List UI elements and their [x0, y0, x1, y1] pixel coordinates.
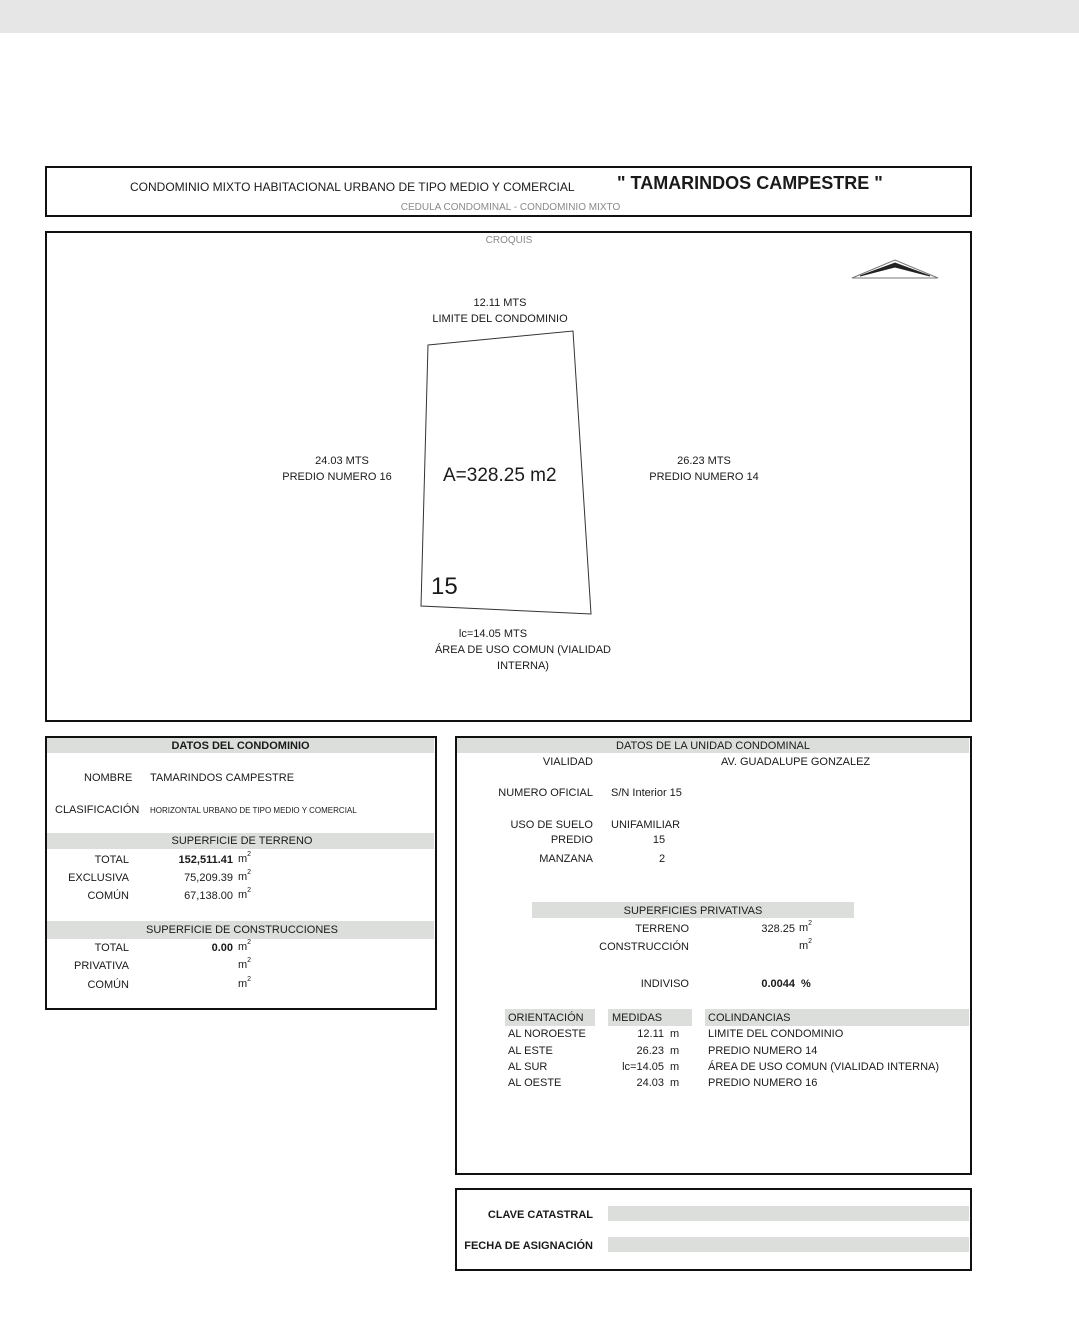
vialidad-label: VIALIDAD [542, 756, 593, 768]
comun-unit: $m^2$ [238, 887, 252, 901]
east-boundary: PREDIO NUMERO 14 [649, 471, 759, 483]
terreno-label: TERRENO [635, 923, 689, 935]
construccion-unit: $m^2$ [799, 938, 813, 952]
south-boundary-2: INTERNA) [497, 660, 549, 672]
row-unit: m [670, 1028, 680, 1040]
terreno-value: 328.25 [761, 923, 795, 935]
row-unit: m [670, 1077, 680, 1089]
c-privativa-label: PRIVATIVA [73, 960, 129, 972]
predio-label: PREDIO [550, 834, 593, 846]
indiviso-label: INDIVISO [640, 978, 689, 990]
exclusiva-value: 75,209.39 [184, 872, 233, 884]
total-unit: $m^2$ [238, 851, 252, 865]
c-total-value: 0.00 [211, 942, 233, 954]
row-colindancia: LIMITE DEL CONDOMINIO [708, 1028, 844, 1040]
c-total-label: TOTAL [94, 942, 129, 954]
clasificacion-value: HORIZONTAL URBANO DE TIPO MEDIO Y COMERCIAL [150, 806, 357, 815]
row-colindancia: PREDIO NUMERO 16 [708, 1077, 818, 1089]
lot-number: 15 [431, 573, 458, 600]
header-box [45, 166, 972, 217]
exclusiva-unit: $m^2$ [238, 869, 252, 883]
row-orientation: AL ESTE [508, 1045, 553, 1057]
row-unit: m [670, 1061, 680, 1073]
comun-value: 67,138.00 [184, 890, 233, 902]
west-boundary: PREDIO NUMERO 16 [282, 471, 392, 483]
row-medida: lc=14.05 [622, 1061, 664, 1073]
croquis-box [45, 231, 972, 722]
row-medida: 24.03 [636, 1077, 664, 1089]
south-measure: lc=14.05 MTS [458, 628, 528, 640]
numero-label: NUMERO OFICIAL [498, 787, 593, 799]
privativas-title: SUPERFICIES PRIVATIVAS [623, 905, 763, 917]
colind-header: COLINDANCIAS [708, 1012, 791, 1024]
east-measure: 26.23 MTS [677, 455, 731, 467]
clasificacion-label: CLASIFICACIÓN [55, 804, 140, 816]
condominio-title: DATOS DEL CONDOMINIO [171, 740, 310, 752]
indiviso-value: 0.0044 [761, 978, 795, 990]
table-row [457, 1061, 969, 1077]
west-measure: 24.03 MTS [315, 455, 369, 467]
fecha-field [608, 1237, 969, 1252]
north-measure: 12.11 MTS [473, 297, 527, 309]
uso-label: USO DE SUELO [510, 819, 593, 831]
table-row [457, 1028, 969, 1044]
row-medida: 26.23 [636, 1045, 664, 1057]
fecha-label: FECHA DE ASIGNACIÓN [464, 1240, 593, 1252]
north-boundary: LIMITE DEL CONDOMINIO [432, 313, 568, 325]
row-orientation: AL OESTE [508, 1077, 562, 1089]
orient-header: ORIENTACIÓN [508, 1012, 584, 1024]
total-value: 152,511.41 [178, 854, 233, 866]
unidad-box [455, 736, 972, 1175]
row-colindancia: PREDIO NUMERO 14 [708, 1045, 818, 1057]
c-comun-unit: $m^2$ [238, 976, 252, 990]
top-bar [0, 0, 1079, 33]
south-boundary-1: ÁREA DE USO COMUN (VIALIDAD [434, 644, 612, 656]
header-subtitle: CONDOMINIO MIXTO HABITACIONAL URBANO DE TIPO MEDIO Y COMERCIAL [130, 180, 575, 194]
c-total-unit: $m^2$ [238, 939, 252, 953]
cedula-label: CEDULA CONDOMINAL - CONDOMINIO MIXTO [400, 202, 621, 213]
comun-label: COMÚN [87, 890, 129, 902]
table-row [457, 1045, 969, 1061]
total-label: TOTAL [94, 854, 129, 866]
terreno-title: SUPERFICIE DE TERRENO [171, 835, 313, 847]
row-colindancia: ÁREA DE USO COMUN (VIALIDAD INTERNA) [708, 1061, 940, 1073]
manzana-label: MANZANA [539, 853, 593, 865]
numero-value: S/N Interior 15 [611, 787, 682, 799]
c-privativa-unit: $m^2$ [238, 957, 252, 971]
croquis-label: CROQUIS [485, 235, 533, 246]
predio-value: 15 [652, 834, 666, 846]
lot-area: A=328.25 m2 [443, 465, 557, 486]
condominium-name: " TAMARINDOS CAMPESTRE " [617, 173, 883, 193]
exclusiva-label: EXCLUSIVA [68, 872, 129, 884]
indiviso-unit: % [801, 978, 811, 990]
row-medida: 12.11 [637, 1028, 664, 1040]
vialidad-value: AV. GUADALUPE GONZALEZ [721, 756, 871, 768]
nombre-label: NOMBRE [84, 772, 133, 784]
construcciones-title: SUPERFICIE DE CONSTRUCCIONES [146, 924, 338, 936]
row-orientation: AL NOROESTE [508, 1028, 586, 1040]
construccion-label: CONSTRUCCIÓN [599, 941, 689, 953]
terreno-unit: $m^2$ [799, 920, 813, 934]
row-unit: m [670, 1045, 680, 1057]
c-comun-label: COMÚN [87, 979, 129, 991]
unidad-title: DATOS DE LA UNIDAD CONDOMINAL [616, 740, 810, 752]
condominio-box [45, 736, 437, 1010]
manzana-value: 2 [658, 853, 666, 865]
row-orientation: AL SUR [508, 1061, 548, 1073]
clave-label: CLAVE CATASTRAL [487, 1209, 593, 1221]
catastro-box [455, 1188, 972, 1271]
table-row [457, 1077, 969, 1093]
clave-field [608, 1206, 969, 1221]
nombre-value: TAMARINDOS CAMPESTRE [150, 772, 295, 784]
uso-value: UNIFAMILIAR [611, 819, 681, 831]
medidas-header: MEDIDAS [612, 1012, 663, 1024]
